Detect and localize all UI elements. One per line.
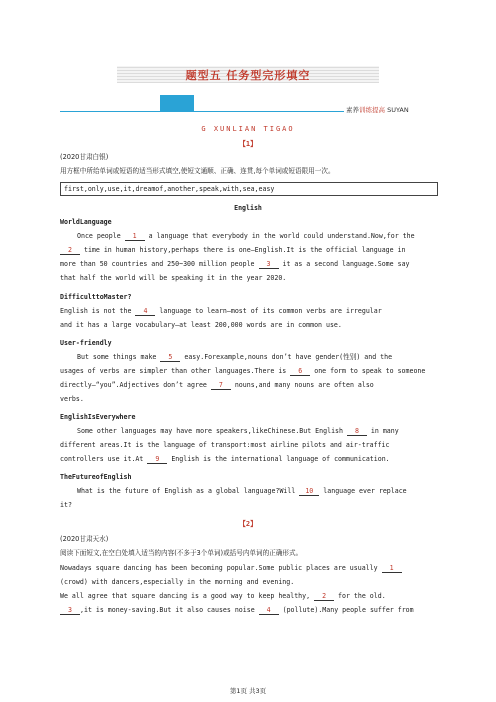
blank-2[interactable]: 2 [60,246,80,255]
question-number: 【1】 [238,140,258,148]
subheading: TheFutureofEnglish [60,473,132,481]
question-number: 【2】 [238,520,258,528]
paragraph-line: We all agree that square dancing is a good way to keep healthy, 2 for the old. [60,592,386,600]
subheading: DifficulttoMaster? [60,293,132,301]
blank-8[interactable]: 8 [347,427,367,436]
header-rule [60,111,344,112]
paragraph-line: more than 50 countries and 250~300 million people 3 it as a second language.Some say [60,260,410,268]
blank-1[interactable]: 1 [125,232,145,241]
blank-1[interactable]: 1 [382,564,402,573]
blank-6[interactable]: 6 [290,367,310,376]
blank-7[interactable]: 7 [211,381,231,390]
paragraph-line: and it has a large vocabulary—at least 200,000 words are in common use. [60,321,342,329]
subheading: User-friendly [60,339,112,347]
blank-2[interactable]: 2 [314,592,334,601]
paragraph-line: (crowd) with dancers,especially in the morning and evening. [60,578,295,586]
instruction-text: 用方框中所给单词或短语的适当形式填空,使短文通顺、正确、连贯,每个单词或短语限用一次。 [60,167,335,175]
blank-3[interactable]: 3 [259,260,279,269]
header-accent-block [160,95,194,112]
page-footer: 第1页 共3页 [229,687,267,695]
blank-5[interactable]: 5 [160,353,180,362]
paragraph-line: usages of verbs are simpler than other languages.There is 6 one form to speak to someone [60,367,426,375]
subheading: EnglishIsEverywhere [60,413,136,421]
pinyin-label: G XUNLIAN TIGAO [201,125,295,133]
paragraph-line: Some other languages may have more speakers,likeChinese.But English 8 in many [77,427,399,435]
blank-10[interactable]: 10 [299,487,319,496]
blank-3[interactable]: 3 [60,606,80,615]
paragraph-line: different areas.It is the language of transport:most airline pilots and air-traffic [60,441,390,449]
paragraph-line: directly—“you”.Adjectives don’t agree 7 nouns,and many nouns are often also [60,381,374,389]
paragraph-line: that half the world will be speaking it in the year 2020. [60,274,287,282]
subheading: WorldLanguage [60,218,112,226]
paragraph-line: verbs. [60,395,84,403]
paragraph-line: 3 ,it is money-saving.But it also causes noise 4 (pollute).Many people suffer from [60,606,414,615]
paragraph-line: Once people 1 a language that everybody in the world could understand.Now,for the [77,232,415,240]
passage-title: English [234,204,262,212]
paragraph-line: What is the future of English as a global language?Will 10 language ever replace [77,487,407,495]
instruction-text: 阅读下面短文,在空白处填入适当的内容(不多于3个单词)或括号内单词的正确形式。 [60,549,303,557]
paragraph-line: 2 time in human history,perhaps there is one—English.It is the official language in [60,246,406,255]
word-box: first,only,use,it,dreamof,another,speak,with,sea,easy [60,182,438,196]
blank-4[interactable]: 4 [135,307,155,316]
brand-label: 素养训练提高 SUYAN [346,106,409,114]
paragraph-line: Nowadays square dancing has been becoming popular.Some public places are usually 1 [60,564,402,573]
blank-4[interactable]: 4 [259,606,279,615]
paragraph-line: English is not the 4 language to learn—most of its common verbs are irregular [60,307,382,315]
source-note: (2020甘肃白银) [60,153,109,161]
paragraph-line: controllers use it.At 9 English is the international language of communication. [60,455,390,463]
blank-9[interactable]: 9 [147,455,167,464]
paragraph-line: it? [60,501,72,509]
source-note: (2020甘肃天水) [60,535,109,543]
paragraph-line: But some things make 5 easy.Forexample,nouns don’t have gender(性别) and the [77,353,393,361]
section-title: 题型五 任务型完形填空 [185,69,311,82]
